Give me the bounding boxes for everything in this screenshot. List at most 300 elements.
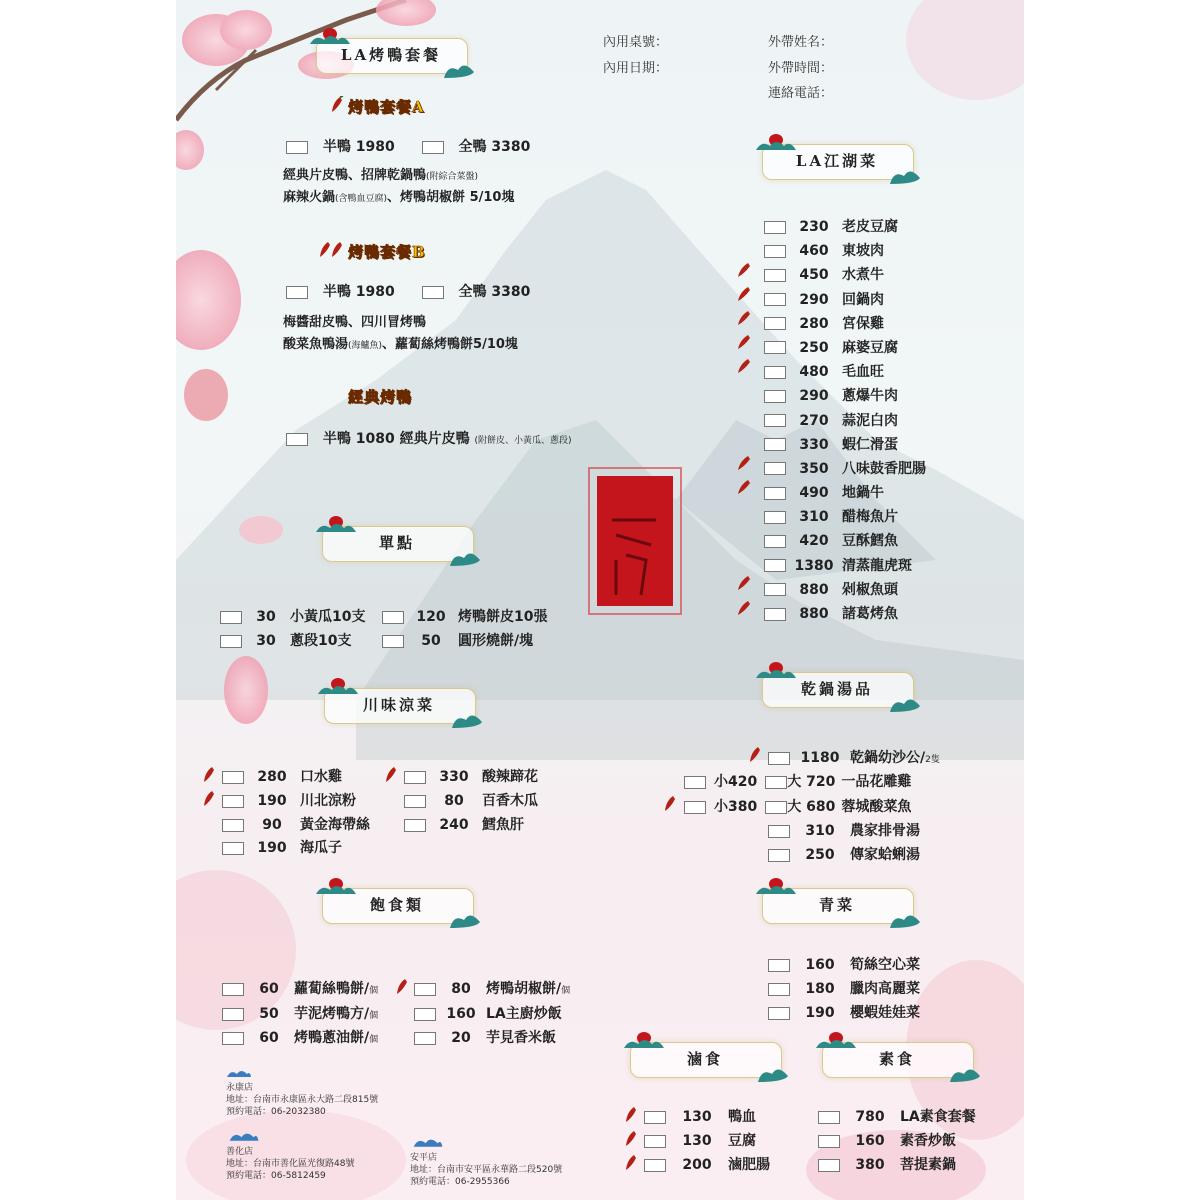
order-checkbox[interactable]	[768, 752, 790, 765]
order-checkbox[interactable]	[286, 286, 308, 299]
list-item	[220, 630, 351, 650]
item-name: 農家排骨湯	[850, 823, 920, 839]
item-price: 280	[257, 769, 287, 785]
chili-icon	[663, 795, 677, 817]
item-price: 160	[855, 1133, 885, 1149]
store-yongkang	[226, 1068, 378, 1118]
order-checkbox[interactable]	[644, 1159, 666, 1172]
set-a-note: (附綜合菜盤)	[426, 172, 479, 182]
item-name: 醋梅魚片	[842, 509, 898, 526]
order-checkbox[interactable]	[764, 438, 786, 451]
store-name: 善化店	[226, 1147, 254, 1157]
list-item	[764, 410, 964, 434]
store-shanhua	[226, 1130, 354, 1182]
chili-icon	[384, 766, 398, 788]
order-checkbox[interactable]	[222, 1032, 244, 1045]
cloud-icon	[450, 708, 484, 730]
item-name: 滷肥腸	[728, 1157, 770, 1173]
list-item	[222, 1003, 378, 1023]
dine-in-table-label: 內用桌號：	[603, 35, 669, 50]
item-price: 1180	[800, 750, 840, 766]
item-name: 菩提素鍋	[900, 1157, 956, 1173]
item-name: 傳家蛤蜊湯	[850, 847, 920, 863]
section-header-staple	[322, 878, 472, 922]
item-name: 八味鼓香肥腸	[842, 460, 926, 477]
item-price: 60	[259, 981, 279, 997]
item-name: 烤鴨餅皮10張	[458, 609, 548, 625]
item-name: 櫻蝦娃娃菜	[850, 1005, 920, 1021]
order-checkbox[interactable]	[768, 849, 790, 862]
order-checkbox[interactable]	[286, 141, 308, 154]
set-a-line2	[283, 186, 514, 205]
item-name: 諸葛烤魚	[842, 606, 898, 622]
item-price: 130	[682, 1133, 712, 1149]
item-price: 90	[262, 817, 282, 833]
order-checkbox[interactable]	[764, 269, 786, 282]
chili-icon	[202, 766, 216, 788]
chili-icon	[202, 790, 216, 812]
order-checkbox[interactable]	[222, 842, 244, 855]
set-a-dishes: 經典片皮鴨、招牌乾鍋鴨	[283, 168, 427, 183]
store-name: 安平店	[410, 1153, 438, 1163]
list-item	[764, 385, 964, 409]
chili-icon	[624, 1106, 638, 1128]
set-b-name: 烤鴨套餐B	[348, 243, 426, 261]
item-name: 川北涼粉	[300, 793, 356, 809]
classic-duck-row	[286, 428, 572, 448]
section-header-soup	[762, 662, 912, 706]
store-phone: 預約電話：06-5812459	[226, 1171, 326, 1181]
item-price: 190	[257, 793, 287, 809]
chili-icon	[738, 480, 750, 494]
item-price: 490	[799, 485, 829, 502]
section-header-cold	[324, 678, 474, 722]
item-name: 蓉城酸菜魚	[841, 799, 912, 815]
order-checkbox[interactable]	[764, 317, 786, 330]
order-checkbox[interactable]	[404, 771, 426, 784]
store-address: 地址：台南市永康區永大路二段815號	[226, 1095, 379, 1105]
item-price: 190	[257, 840, 287, 856]
list-item	[684, 771, 911, 791]
item-name: 剁椒魚頭	[842, 581, 898, 598]
section-title: 素食	[878, 1050, 915, 1068]
order-checkbox[interactable]	[382, 611, 404, 624]
jianghu-list	[764, 216, 964, 627]
order-checkbox[interactable]	[414, 1008, 436, 1021]
order-checkbox[interactable]	[220, 611, 242, 624]
item-name: 海瓜子	[300, 840, 342, 856]
list-item	[764, 361, 964, 385]
order-checkbox[interactable]	[414, 983, 436, 996]
item-name: LA主廚炒飯	[486, 1006, 562, 1022]
list-item	[222, 978, 378, 998]
list-item	[222, 790, 356, 810]
order-checkbox[interactable]	[684, 801, 706, 814]
section-title: LA江湖菜	[795, 152, 879, 170]
item-name: 烤鴨胡椒餅/	[486, 981, 562, 997]
set-b-soup: 酸菜魚鴨湯	[283, 337, 349, 352]
chili-markers	[734, 260, 754, 630]
item-price: 190	[805, 1005, 835, 1021]
item-name: 黃金海帶絲	[300, 817, 370, 833]
item-price: 270	[799, 412, 829, 429]
item-name: 蒜泥白肉	[842, 412, 898, 429]
chili-icon	[738, 311, 750, 325]
list-item	[222, 837, 342, 857]
order-checkbox[interactable]	[764, 390, 786, 403]
set-a-half: 半鴨 1980	[322, 139, 395, 155]
cloud-icon	[410, 1136, 446, 1148]
contact-phone-label: 連絡電話：	[768, 86, 834, 101]
item-price: 50	[259, 1006, 279, 1022]
set-b-soup-note: (海鱸魚)	[348, 341, 383, 351]
classic-duck-item: 半鴨 1080 經典片皮鴨	[322, 431, 470, 447]
item-price: 310	[799, 509, 829, 526]
order-checkbox[interactable]	[222, 795, 244, 808]
item-price: 20	[451, 1030, 471, 1046]
chili-icon	[738, 456, 750, 470]
section-header-jianghu	[762, 134, 912, 178]
list-item	[414, 978, 570, 998]
list-item	[644, 1130, 756, 1150]
order-checkbox[interactable]	[764, 462, 786, 475]
order-checkbox[interactable]	[764, 559, 786, 572]
item-price: 30	[256, 609, 276, 625]
order-checkbox[interactable]	[768, 983, 790, 996]
set-a-hotpot-note: (含鴨血豆腐)	[335, 194, 388, 204]
list-item	[768, 1002, 920, 1022]
set-a-row	[286, 136, 530, 156]
order-checkbox[interactable]	[764, 535, 786, 548]
item-price: 130	[682, 1109, 712, 1125]
item-price: 30	[256, 633, 276, 649]
chili-icon	[330, 96, 344, 118]
order-checkbox[interactable]	[764, 583, 786, 596]
list-item	[764, 240, 964, 264]
chili-icon	[738, 601, 750, 615]
item-price: 250	[805, 847, 835, 863]
cloud-icon	[448, 908, 482, 930]
item-name: 素香炒飯	[900, 1133, 956, 1149]
item-price: 450	[799, 267, 829, 284]
item-price: 160	[446, 1006, 476, 1022]
cloud-icon	[448, 546, 482, 568]
order-checkbox[interactable]	[764, 245, 786, 258]
item-price: 280	[799, 315, 829, 332]
item-unit: 個	[561, 986, 571, 996]
item-name: 小黃瓜10支	[290, 609, 366, 625]
order-checkbox[interactable]	[818, 1135, 840, 1148]
list-item	[644, 1154, 770, 1174]
item-name: 圓形燒餅/塊	[458, 633, 534, 649]
store-name: 永康店	[226, 1083, 254, 1093]
menu-page	[176, 0, 1024, 1200]
item-name: 豆酥鱈魚	[842, 533, 898, 550]
item-unit: 個	[369, 1011, 379, 1021]
order-checkbox[interactable]	[644, 1135, 666, 1148]
item-name: 毛血旺	[842, 364, 884, 381]
item-name: 豆腐	[728, 1133, 756, 1149]
store-anping	[410, 1136, 562, 1188]
set-b-row	[286, 281, 530, 301]
order-checkbox[interactable]	[222, 819, 244, 832]
list-item	[764, 458, 964, 482]
item-price: 780	[855, 1109, 885, 1125]
item-unit: 個	[369, 1035, 379, 1045]
chili-icon	[395, 978, 409, 1000]
section-title: 川味涼菜	[362, 696, 435, 714]
list-item	[764, 506, 964, 530]
item-price: 80	[451, 981, 471, 997]
large-price: 大 720	[787, 774, 836, 790]
item-name: 一品花雕雞	[841, 774, 912, 790]
chili-icon	[738, 263, 750, 277]
item-name: 蔥爆牛肉	[842, 388, 898, 405]
item-unit: 個	[369, 986, 379, 996]
list-item	[764, 289, 964, 313]
order-checkbox[interactable]	[644, 1111, 666, 1124]
cloud-icon	[756, 1062, 790, 1084]
list-item	[222, 1027, 378, 1047]
list-item	[220, 606, 365, 626]
section-title: 滷食	[686, 1050, 723, 1068]
item-name: 水煮牛	[842, 267, 884, 284]
item-price: 380	[855, 1157, 885, 1173]
item-name: 老皮豆腐	[842, 219, 898, 235]
order-checkbox[interactable]	[382, 635, 404, 648]
order-checkbox[interactable]	[765, 801, 787, 814]
set-a-line1	[283, 164, 478, 183]
order-checkbox[interactable]	[404, 795, 426, 808]
item-name: 臘肉高麗菜	[850, 981, 920, 997]
order-checkbox[interactable]	[768, 825, 790, 838]
list-item	[764, 579, 964, 603]
item-price: 200	[682, 1157, 712, 1173]
order-checkbox[interactable]	[818, 1111, 840, 1124]
list-item	[764, 555, 964, 579]
list-item	[764, 434, 964, 458]
chili-icon	[738, 359, 750, 373]
item-name: 芋見香米飯	[486, 1030, 556, 1046]
chili-icon	[738, 335, 750, 349]
list-item	[764, 482, 964, 506]
list-item	[764, 313, 964, 337]
order-checkbox[interactable]	[222, 1008, 244, 1021]
item-price: 480	[799, 364, 829, 381]
cloud-icon	[442, 58, 476, 80]
list-item	[764, 603, 964, 627]
item-price: 880	[799, 606, 829, 622]
set-a-full: 全鴨 3380	[458, 139, 531, 155]
takeout-time-label: 外帶時間：	[768, 61, 834, 76]
chili-icon	[738, 576, 750, 590]
store-address: 地址：台南市安平區永華路二段520號	[410, 1165, 563, 1175]
item-price: 290	[799, 291, 829, 308]
chili-icon	[738, 287, 750, 301]
order-checkbox[interactable]	[765, 776, 787, 789]
item-name: 乾鍋幼沙公/	[850, 750, 926, 766]
set-b-line2	[283, 333, 518, 352]
item-price: 160	[805, 957, 835, 973]
item-name: 百香木瓜	[482, 793, 538, 809]
set-a-cakes: 、烤鴨胡椒餅 5/10塊	[387, 190, 515, 205]
list-item	[764, 337, 964, 361]
item-price: 330	[439, 769, 469, 785]
chili-icon	[748, 746, 762, 768]
list-item	[382, 630, 533, 650]
section-title: 飽食類	[369, 896, 424, 914]
item-price: 290	[799, 388, 829, 405]
item-name: 麻婆豆腐	[842, 339, 898, 356]
set-b-half: 半鴨 1980	[322, 284, 395, 300]
store-phone: 預約電話：06-2955366	[410, 1177, 510, 1187]
item-name: 宮保雞	[842, 315, 884, 332]
list-item	[764, 264, 964, 288]
section-header-braised	[630, 1032, 780, 1076]
classic-duck-note: (附餅皮、小黃瓜、蔥段)	[474, 436, 572, 446]
list-item	[404, 814, 524, 834]
store-address: 地址：台南市善化區光復路48號	[226, 1159, 355, 1169]
order-checkbox[interactable]	[414, 1032, 436, 1045]
item-price: 460	[799, 243, 829, 260]
cloud-icon	[948, 1062, 982, 1084]
item-price: 350	[799, 460, 829, 477]
list-item	[644, 1106, 756, 1126]
cloud-icon	[888, 164, 922, 186]
small-price: 小380	[714, 799, 758, 815]
item-name: 蔥段10支	[290, 633, 352, 649]
list-item	[404, 766, 538, 786]
order-checkbox[interactable]	[220, 635, 242, 648]
set-a-hotpot: 麻辣火鍋	[283, 190, 336, 205]
cloud-icon	[888, 692, 922, 714]
order-checkbox[interactable]	[222, 771, 244, 784]
item-price: 880	[799, 581, 829, 598]
section-title: 單點	[378, 534, 415, 552]
item-name: 鱈魚肝	[482, 817, 524, 833]
item-unit: 2隻	[925, 755, 940, 765]
item-price: 80	[444, 793, 464, 809]
section-header-veg	[762, 878, 912, 922]
item-price: 330	[799, 436, 829, 453]
section-header-single	[322, 516, 472, 560]
order-checkbox[interactable]	[764, 487, 786, 500]
list-item	[768, 844, 920, 864]
item-price: 230	[799, 219, 829, 235]
cloud-icon	[888, 908, 922, 930]
item-name: 筍絲空心菜	[850, 957, 920, 973]
small-price: 小420	[714, 774, 758, 790]
dine-in-date-label: 內用日期：	[603, 61, 669, 76]
list-item	[764, 216, 964, 240]
order-checkbox[interactable]	[764, 608, 786, 621]
item-name: 芋泥烤鴨方/	[294, 1006, 370, 1022]
list-item	[382, 606, 547, 626]
list-item	[222, 766, 342, 786]
order-checkbox[interactable]	[404, 819, 426, 832]
section-title: 青菜	[818, 896, 855, 914]
order-checkbox[interactable]	[422, 286, 444, 299]
item-name: 蘿蔔絲鴨餅/	[294, 981, 370, 997]
list-item	[768, 978, 920, 998]
item-price: 1380	[794, 557, 834, 574]
chili-icon	[624, 1130, 638, 1152]
order-checkbox[interactable]	[768, 1007, 790, 1020]
set-b-full: 全鴨 3380	[458, 284, 531, 300]
item-name: 烤鴨蔥油餅/	[294, 1030, 370, 1046]
order-checkbox[interactable]	[286, 433, 308, 446]
item-name: 口水雞	[300, 769, 342, 785]
order-checkbox[interactable]	[768, 959, 790, 972]
list-item	[818, 1154, 956, 1174]
item-price: 180	[805, 981, 835, 997]
section-title: 乾鍋湯品	[800, 680, 873, 698]
item-name: 酸辣蹄花	[482, 769, 538, 785]
item-name: 地鍋牛	[842, 485, 884, 502]
chili-icon	[624, 1154, 638, 1176]
item-name: 回鍋肉	[842, 291, 884, 308]
classic-duck-name: 經典烤鴨	[348, 388, 413, 406]
cloud-icon	[226, 1068, 252, 1078]
list-item	[414, 1027, 556, 1047]
item-name: LA素食套餐	[900, 1109, 976, 1125]
order-checkbox[interactable]	[764, 221, 786, 234]
order-checkbox[interactable]	[422, 141, 444, 154]
cloud-icon	[226, 1130, 262, 1142]
list-item	[684, 796, 911, 816]
order-checkbox[interactable]	[818, 1159, 840, 1172]
list-item	[818, 1106, 976, 1126]
store-phone: 預約電話：06-2032380	[226, 1107, 326, 1117]
list-item	[768, 747, 940, 767]
item-name: 東坡肉	[842, 243, 884, 260]
item-price: 250	[799, 339, 829, 356]
list-item	[414, 1003, 562, 1023]
chili-icon	[318, 241, 344, 263]
set-b-line1: 梅醬甜皮鴨、四川冒烤鴨	[283, 315, 427, 330]
takeout-name-label: 外帶姓名：	[768, 35, 834, 50]
section-header-duck-set	[316, 28, 466, 72]
list-item	[768, 820, 920, 840]
order-checkbox[interactable]	[764, 511, 786, 524]
order-checkbox[interactable]	[764, 366, 786, 379]
item-price: 60	[259, 1030, 279, 1046]
section-header-vegetarian	[822, 1032, 972, 1076]
item-price: 420	[799, 533, 829, 550]
item-name: 清蒸龍虎斑	[842, 557, 912, 574]
list-item	[764, 530, 964, 554]
item-price: 240	[439, 817, 469, 833]
order-checkbox[interactable]	[764, 293, 786, 306]
section-title: LA烤鴨套餐	[340, 46, 442, 64]
list-item	[222, 814, 370, 834]
item-price: 50	[421, 633, 441, 649]
item-name: 鴨血	[728, 1109, 756, 1125]
list-item	[404, 790, 538, 810]
order-checkbox[interactable]	[222, 983, 244, 996]
list-item	[818, 1130, 956, 1150]
order-checkbox[interactable]	[764, 341, 786, 354]
item-name: 蝦仁滑蛋	[842, 436, 898, 453]
item-price: 120	[416, 609, 446, 625]
item-price: 310	[805, 823, 835, 839]
order-checkbox[interactable]	[764, 414, 786, 427]
list-item	[768, 954, 920, 974]
large-price: 大 680	[787, 799, 836, 815]
order-checkbox[interactable]	[684, 776, 706, 789]
set-b-cakes: 、蘿蔔絲烤鴨餅5/10塊	[382, 337, 518, 352]
set-a-name: 烤鴨套餐A	[348, 98, 425, 116]
